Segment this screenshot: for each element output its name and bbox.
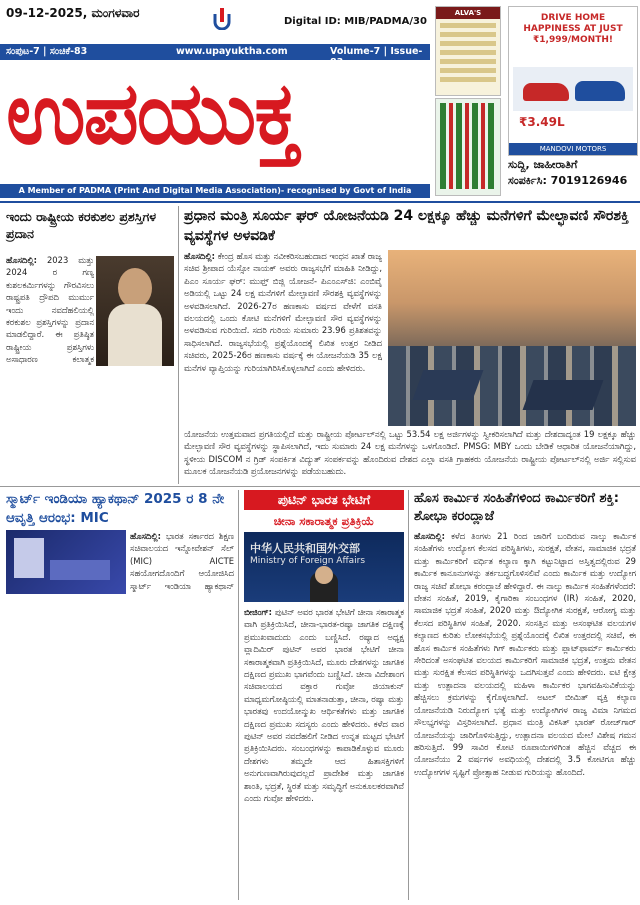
hackathon-body-top — [130, 530, 234, 594]
putin-dateline: ಬೀಜಿಂಗ್: — [244, 607, 272, 617]
column-divider — [408, 490, 409, 900]
section-divider — [0, 486, 640, 487]
labour-dateline: ಹೊಸದಿಲ್ಲಿ: — [414, 531, 446, 541]
education-advertisement[interactable] — [435, 98, 501, 196]
putin-body: ಪುಟಿನ್ ಅವರ ಭಾರತ ಭೇಟಿಗೆ ಚೀನಾ ಸಕಾರಾತ್ಮಕ ವಾಗಿ ಪ್ರತಿಕ್ರಿಯಿಸಿದೆ, ಚೀನಾ-ಭಾರತ-ರಷ್ಯಾ ಜಾಗತಿಕ ದಕ್ಷಿಣಕ್ಕೆ ಪ್ರಮುಖವಾದುದು ಎಂದು ಬಣ್ಣಿಸಿದೆ. ರಷ್ಯಾದ ಅಧ್ಯಕ್ಷ ವ್ಲಾದಿಮಿರ್ ಪುಟಿನ್ ಅವರ ಭಾರತ ಭೇಟಿಗೆ ಚೀನಾ ಸಕಾರಾತ್ಮಕವಾಗಿ ಪ್ರತಿಕ್ರಿಯಿಸಿದೆ, ಮೂರು ದೇಶಗಳನ್ನು ಜಾಗತಿಕ ದಕ್ಷಿಣದ ಪ್ರಮುಖ ಭಾಗವೆಂದು ಬಣ್ಣಿಸಿದೆ. ಚೀನಾ ವಿದೇಶಾಂಗ ಸಚಿವಾಲಯದ ವಕ್ತಾರ ಗುವೋ ಜಿಯಾಕುನ್ ಮಾಧ್ಯಮಗೋಷ್ಠಿಯಲ್ಲಿ ಮಾತನಾಡುತ್ತಾ, ಚೀನಾ, ರಷ್ಯಾ ಮತ್ತು ಭಾರತವು ಉದಯೋನ್ಮುಖ ಆರ್ಥಿಕತೆಗಳು ಮತ್ತು ಜಾಗತಿಕ ದಕ್ಷಿಣದ ಪ್ರಮುಖ ಸದಸ್ಯರು ಎಂದು ಹೇಳಿದರು. ಕಳೆದ ವಾರ ಪುಟಿನ್ ಅವರ ನವದೆಹಲಿಗೆ ನೀಡಿದ ಉನ್ನತ ಮಟ್ಟದ ಭೇಟಿಗೆ ಪ್ರತಿಕ್ರಿಯಿಸಿದರು. ಸಂಬಂಧಗಳನ್ನು ಕಾಪಾಡಿಕೊಳ್ಳುವ ಮೂರು ದೇಶಗಳು ತಮ್ಮದೇ ಆದ ಹಿತಾಸಕ್ತಿಗಳಿಗೆ ಅನುಗುಣವಾಗಿರುವುದಲ್ಲದೆ ಪ್ರಾದೇಶಿಕ ಮತ್ತು ಜಾಗತಿಕ ಶಾಂತಿ, ಭದ್ರತೆ, ಸ್ಥಿರತೆ ಮತ್ತು ಸಮೃದ್ಧಿಗೆ ಅನುಕೂಲಕರವಾಗಿವೆ ಎಂದು ಗುವೋ ಹೇಳಿದರು. — [244, 607, 404, 804]
solar-dateline: ಹೊಸದಿಲ್ಲಿ: — [184, 251, 216, 261]
labour-headline: ಹೊಸ ಕಾರ್ಮಿಕ ಸಂಹಿತೆಗಳಿಂದ ಕಾರ್ಮಿಕರಿಗೆ ಶಕ್ತಿ: ಶೋಭಾ ಕರಂದ್ಲಾಜೆ — [414, 491, 619, 524]
solar-headline: ಪ್ರಧಾನ ಮಂತ್ರಿ ಸೂರ್ಯ ಘರ್ ಯೋಜನೆಯಡಿ 24 ಲಕ್ಷಕ್ಕೂ ಹೆಚ್ಚು ಮನೆಗಳಿಗೆ ಮೇಲ್ಛಾವಣಿ ಸೌರಶಕ್ತಿ ವ್ಯವಸ್ಥೆಗಳ ಅಳವಡಿಕೆ — [184, 208, 629, 244]
hackathon-photo — [6, 530, 126, 594]
ad-text-block — [440, 23, 496, 83]
ad-contact-label: ಸುದ್ದಿ, ಜಾಹೀರಾತಿಗೆ — [508, 158, 578, 171]
ad-image-grid — [440, 103, 496, 189]
ad-contact-phone[interactable]: ಸಂಪರ್ಕಿಸಿ: 7019126946 — [508, 174, 628, 187]
hackathon-headline: ಸ್ಮಾರ್ಟ್ ಇಂಡಿಯಾ ಹ್ಯಾಕಥಾನ್ 2025 ರ 8 ನೇ ಆವೃತ್ತಿ ಆರಂಭ: MIC — [6, 491, 225, 526]
crafts-headline: ಇಂದು ರಾಷ್ಟ್ರೀಯ ಕರಕುಶಲ ಪ್ರಶಸ್ತಿಗಳ ಪ್ರದಾನ — [6, 209, 157, 241]
issue-bar — [0, 44, 430, 68]
header-divider — [0, 201, 640, 203]
solar-body-continued: ಯೋಜನೆಯ ಉತ್ತಮವಾದ ಪ್ರಗತಿಯಲ್ಲಿದೆ ಮತ್ತು ರಾಷ್ಟ್ರೀಯ ಪೋರ್ಟಲ್‌ನಲ್ಲಿ ಒಟ್ಟು 53.54 ಲಕ್ಷ ಅರ್ಜಿಗಳನ್ನು ಸ್ವೀಕರಿಸಲಾಗಿದೆ ಮತ್ತು ದೇಶದಾದ್ಯಂತ 19 ಲಕ್ಷಕ್ಕೂ ಹೆಚ್ಚು ಮೇಲ್ಛಾವಣಿ ಸೌರ ವ್ಯವಸ್ಥೆಗಳನ್ನು ಸ್ಥಾಪಿಸಲಾಗಿದೆ, ಇದು ಸುಮಾರು 24 ಲಕ್ಷ ಮನೆಗಳನ್ನು ಒಳಗೊಂಡಿದೆ. PMSG: MBY ಒಂದು ಬೇಡಿಕೆ ಆಧಾರಿತ ಯೋಜನೆಯಾಗಿದ್ದು, ಸ್ಥಳೀಯ DISCOM ನ ಗ್ರಿಡ್ ಸಂಪರ್ಕಿತ ವಿದ್ಯುತ್ ಸಂಪರ್ಕವನ್ನು ಹೊಂದಿರುವ ದೇಶದ ಎಲ್ಲಾ ವಸತಿ ಗ್ರಾಹಕರು ಯೋಜನೆಯ ರಾಷ್ಟ್ರೀಯ ಪೋರ್ಟಲ್‌ನಲ್ಲಿ ಅರ್ಜಿ ಸಲ್ಲಿಸುವ ಮೂಲಕ ಯೋಜನೆಯಡಿ ಪ್ರಯೋಜನಗಳನ್ನು ಪಡೆಯಬಹುದು. — [184, 429, 636, 477]
volume-issue-english: Volume-7 | Issue-83 — [330, 46, 423, 68]
labour-body: ಕಳೆದ ತಿಂಗಳು 21 ರಿಂದ ಜಾರಿಗೆ ಬಂದಿರುವ ನಾಲ್ಕು ಕಾರ್ಮಿಕ ಸಂಹಿತೆಗಳು ಉದ್ಯೋಗ ಕೆಲಸದ ಪರಿಸ್ಥಿತಿಗಳು, ಸುರಕ್ಷತೆ, ವೇತನ, ಸಾಮಾಜಿಕ ಭದ್ರತೆ ಮತ್ತು ಕಾರ್ಮಿಕರಿಗೆ ವರ್ಧಿತ ಕಲ್ಯಾಣ ಕ್ಕಾಗಿ ಕಟ್ಟುನಿಟ್ಟಾದ ಅಸ್ತಿತ್ವದಲ್ಲಿರುವ 29 ಕಾರ್ಮಿಕ ಕಾನೂನುಗಳನ್ನು ತರ್ಕಬದ್ಧಗೊಳಿಸಲಿವೆ ಎಂದು ಕಾರ್ಮಿಕ ಮತ್ತು ಉದ್ಯೋಗ ರಾಜ್ಯ ಸಚಿವೆ ಶೋಭಾ ಕರಂದ್ಲಾಜೆ ಹೇಳಿದ್ದಾರೆ. ಈ ನಾಲ್ಕು ಕಾರ್ಮಿಕ ಸಂಹಿತೆಗಳೆಂದರೆ: ವೇತನ ಸಂಹಿತೆ, 2019, ಕೈಗಾರಿಕಾ ಸಂಬಂಧಗಳ (IR) ಸಂಹಿತೆ, 2020, ಸಾಮಾಜಿಕ ಭದ್ರತೆ ಸಂಹಿತೆ, 2020 ಮತ್ತು ಔದ್ಯೋಗಿಕ ಸುರಕ್ಷತೆ, ಆರೋಗ್ಯ ಮತ್ತು ಕೆಲಸದ ಪರಿಸ್ಥಿತಿಗಳ ಸಂಹಿತೆ, 2020. ಸಂಸತ್ತಿನ ಮತ್ತು ಅಸಂಘಟಿತ ವಲಯಗಳ ಕಲ್ಯಾಣದ ಕುರಿತು ಲೋಕಸಭೆಯಲ್ಲಿ ಪ್ರಶ್ನೆಯೊಂದಕ್ಕೆ ಲಿಖಿತ ಉತ್ತರದಲ್ಲಿ ಸಚಿವೆ, ಈ ಹೊಸ ಕಾರ್ಮಿಕ ಸಂಹಿತೆಗಳು ಗಿಗ್ ಕಾರ್ಮಿಕರು ಮತ್ತು ಪ್ಲಾಟ್‌ಫಾರ್ಮ್ ಕಾರ್ಮಿಕರು ಸೇರಿದಂತೆ ಅಸಂಘಟಿತ ವಲಯದ ಕಾರ್ಮಿಕರಿಗೆ ಸಾಮಾಜಿಕ ಭದ್ರತೆ, ಉತ್ತಮ ವೇತನ ಮತ್ತು ಸುರಕ್ಷಿತ ಕೆಲಸದ ಪರಿಸ್ಥಿತಿಗಳನ್ನು ಒದಗಿಸುತ್ತವೆ ಎಂದು ಹೇಳಿದರು. ಐಟಿ ಕ್ಷೇತ್ರ ಮತ್ತು ಉತ್ಪಾದನಾ ವಲಯದಲ್ಲಿ ಮಹಿಳಾ ಕಾರ್ಮಿಕರ ಭಾಗವಹಿಸುವಿಕೆಯನ್ನು ಹೆಚ್ಚಿಸಲು ಕ್ರಮಗಳನ್ನು ಕೈಗೊಳ್ಳಲಾಗಿದೆ. ಅಟಲ್ ಬೀಮಿತ್ ವ್ಯಕ್ತಿ ಕಲ್ಯಾಣ ಯೋಜನೆಯಡಿ ನಿರುದ್ಯೋಗ ಭತ್ಯೆ ಮತ್ತು ಉದ್ಯೋಗಿಗಳ ರಾಜ್ಯ ವಿಮಾ ನಿಗಮದ ಸೌಲಭ್ಯಗಳನ್ನು ವಿಸ್ತರಿಸಲಾಗಿದೆ. ಪ್ರಧಾನ ಮಂತ್ರಿ ವಿಕಸಿತ್ ಭಾರತ್ ರೋಜ್‌ಗಾರ್ ಯೋಜನೆಯನ್ನು ಜಾರಿಗೊಳಿಸುತ್ತಿದ್ದು, ಉತ್ಪಾದನಾ ವಲಯದ ಮೇಲೆ ವಿಶೇಷ ಗಮನ ಹರಿಸುತ್ತಿದೆ. 99 ಸಾವಿರ ಕೋಟಿ ರೂಪಾಯಿಗಳಿಗಿಂತ ಹೆಚ್ಚಿನ ವೆಚ್ಚದ ಈ ಯೋಜನೆಯು 2 ವರ್ಷಗಳ ಅವಧಿಯಲ್ಲಿ ದೇಶದಲ್ಲಿ 3.5 ಕೋಟಿಗೂ ಹೆಚ್ಚು ಉದ್ಯೋಗಗಳ ಸೃಷ್ಟಿಗೆ ಪ್ರೋತ್ಸಾಹ ನೀಡುವ ಗುರಿಯನ್ನು ಹೊಂದಿದೆ. — [414, 531, 636, 777]
solar-rooftop-photo — [388, 250, 636, 426]
upayuktha-logo-icon — [212, 6, 232, 30]
ad-headline: DRIVE HOME HAPPINESS AT JUST ₹1,999/MONTH! — [523, 13, 623, 45]
digital-id: Digital ID: MIB/PADMA/30 — [284, 16, 427, 27]
car-image — [513, 67, 633, 111]
solar-body-column — [184, 250, 382, 426]
crafts-body-top — [6, 254, 94, 368]
labour-body-column — [414, 530, 636, 898]
masthead-title: ಉಪಯುಕ್ತ — [6, 64, 299, 164]
hackathon-body: ಭಾರತ ಸರ್ಕಾರದ ಶಿಕ್ಷಣ ಸಚಿವಾಲಯದ ಇನ್ನೋವೇಶನ್ ಸೆಲ್ (MIC) AICTE ಸಹಯೋಗದೊಂದಿಗೆ ಆಯೋಜಿಸಿದ ಸ್ಮಾರ್ಟ್ ಇಂಡಿಯಾ ಹ್ಯಾಕಥಾನ್ — [130, 531, 234, 591]
president-photo — [96, 256, 174, 366]
issue-date: 09-12-2025, ಮಂಗಳವಾರ — [6, 6, 140, 20]
crafts-dateline: ಹೊಸದಿಲ್ಲಿ: — [6, 255, 38, 265]
alvas-advertisement[interactable] — [435, 6, 501, 96]
column-divider — [178, 206, 179, 484]
solar-body: ಕೇಂದ್ರ ಹೊಸ ಮತ್ತು ನವೀಕರಿಸಬಹುದಾದ ಇಂಧನ ಖಾತೆ ರಾಜ್ಯ ಸಚಿವ ಶ್ರೀಪಾದ ಯೆಸ್ಸೋ ನಾಯಕ್ ಅವರು ರಾಜ್ಯಸಭೆಗೆ ಮಾಹಿತಿ ನೀಡಿದ್ದು, ಪಿಎಂ ಸೂರ್ಯ ಘರ್: ಮುಫ್ತ್ ಬಿಜ್ಲಿ ಯೋಜನೆ- ಪಿಎಂಎಸ್‌ಜಿ: ಎಂಬಿವೈ ಅಡಿಯಲ್ಲಿ ಒಟ್ಟು 24 ಲಕ್ಷ ಮನೆಗಳಿಗೆ ಮೇಲ್ಛಾವಣಿ ಸೌರಶಕ್ತಿ ವ್ಯವಸ್ಥೆಗಳನ್ನು ಅಳವಡಿಸಲಾಗಿದೆ. 2026-27ರ ಹಣಕಾಸು ವರ್ಷದ ವೇಳೆಗೆ ವಸತಿ ವಲಯದಲ್ಲಿ ಒಂದು ಕೋಟಿ ಮನೆಗಳಿಗೆ ಮೇಲ್ಛಾವಣಿ ಸೌರ ವ್ಯವಸ್ಥೆಗಳನ್ನು ಅಳವಡಿಸುವ ಗುರಿಯಿದೆ. ಸದರಿ ಗುರಿಯ ಸುಮಾರು 23.96 ಪ್ರತಿಶತವನ್ನು ಸಾಧಿಸಲಾಗಿದೆ. ರಾಜ್ಯಸಭೆಯಲ್ಲಿ ಪ್ರಶ್ನೆಯೊಂದಕ್ಕೆ ಲಿಖಿತ ಉತ್ತರ ನೀಡಿದ ಸಚಿವರು, 2025-26ರ ಹಣಕಾಸು ವರ್ಷಕ್ಕೆ ಈ ಯೋಜನೆಯಡಿ 35 ಲಕ್ಷ ಮನೆಗಳ ವ್ಯಾಪ್ತಿಯನ್ನು ಗುರಿಯಾಗಿರಿಸಿಕೊಳ್ಳಲಾಗಿದೆ ಎಂದು ಹೇಳಿದರು. — [184, 251, 382, 373]
website-link[interactable]: www.upayuktha.com — [176, 46, 288, 57]
volume-issue-kannada: ಸಂಪುಟ-7 | ಸಂಚಿಕೆ-83 — [6, 46, 88, 57]
crafts-body: 2023 ಮತ್ತು 2024 ರ ಗಣ್ಯ ಕುಶಲಕರ್ಮಿಗಳನ್ನು ಗೌರವಿಸಲು ರಾಷ್ಟ್ರಪತಿ ದ್ರೌಪದಿ ಮುರ್ಮು ಇಂದು ನವದೆಹಲಿಯಲ್ಲಿ ಕರಕುಶಲ ಪ್ರಶಸ್ತಿಗಳನ್ನು ಪ್ರದಾನ ಮಾಡಲಿದ್ದಾರೆ. ಈ ಪ್ರತಿಷ್ಠಿತ ರಾಷ್ಟ್ರೀಯ ಪ್ರಶಸ್ತಿಗಳು ಅಸಾಧಾರಣ ಕಲಾತ್ಮಕ — [6, 255, 94, 365]
member-line: A Member of PADMA (Print And Digital Media Association)- recognised by Govt of India — [0, 184, 430, 198]
photo-sign-english: Ministry of Foreign Affairs — [250, 556, 366, 566]
putin-headline: ಪುಟಿನ್ ಭಾರತ ಭೇಟಿಗೆ — [244, 490, 404, 510]
putin-subhead: ಚೀನಾ ಸಕಾರಾತ್ಮಕ ಪ್ರತಿಕ್ರಿಯೆ — [273, 514, 375, 528]
ad-brand: ALVA'S — [436, 7, 500, 19]
column-divider — [238, 490, 239, 900]
photo-sign-chinese: 中华人民共和国外交部 — [250, 542, 360, 555]
car-advertisement[interactable] — [508, 6, 638, 156]
hackathon-body-continued — [6, 596, 234, 896]
hackathon-dateline: ಹೊಸದಿಲ್ಲಿ: — [130, 531, 162, 541]
putin-body-column — [244, 606, 404, 898]
ad-dealer: MANDOVI MOTORS — [509, 143, 637, 155]
crafts-body-continued — [6, 370, 174, 480]
china-mfa-photo — [244, 532, 404, 602]
ad-price: ₹3.49L — [519, 115, 565, 129]
